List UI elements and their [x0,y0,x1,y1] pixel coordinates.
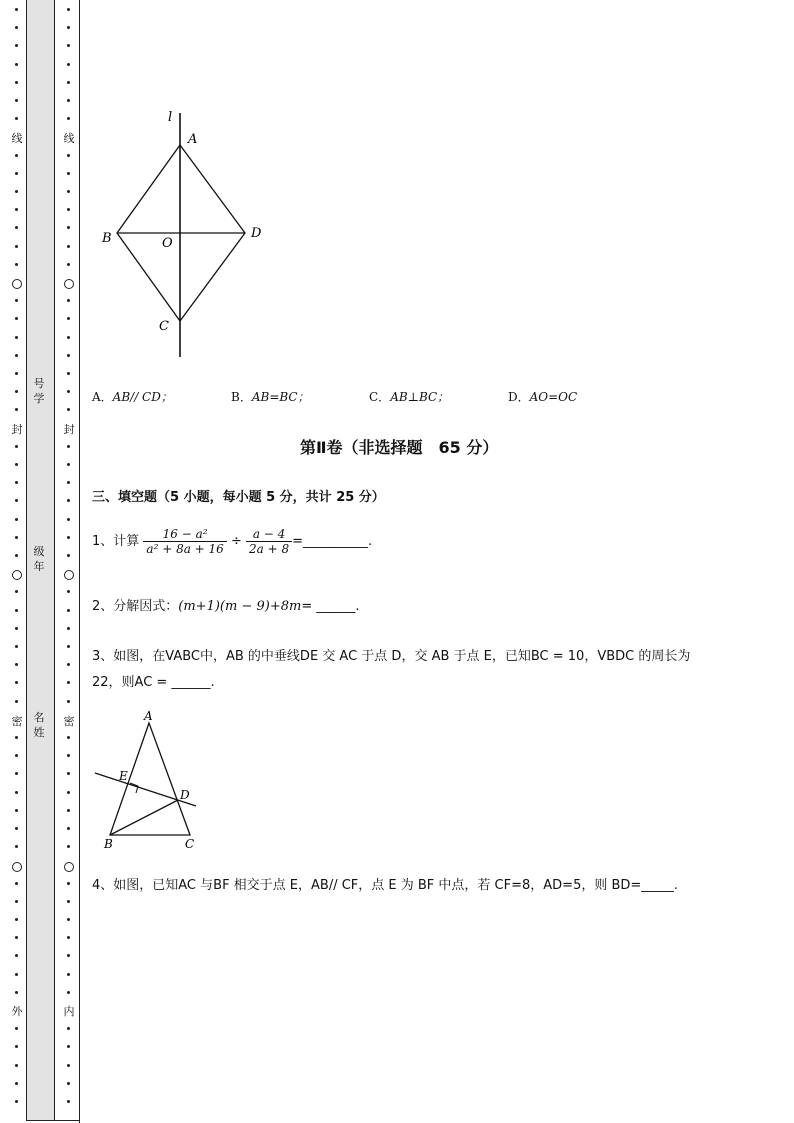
binding-dot [67,354,70,357]
binding-dot [15,882,18,885]
option-a-label: A． [92,390,113,404]
binding-dot [67,1082,70,1085]
binding-dot [15,681,18,684]
binding-dot [15,754,18,757]
binding-dot [67,63,70,66]
q1-frac2-denominator: 2a + 8 [249,542,290,556]
binding-dot [67,973,70,976]
binding-dot [67,663,70,666]
binding-dot [15,900,18,903]
binding-dot [67,172,70,175]
option-a [92,388,173,405]
option-b-label: B． [231,390,252,404]
binding-dot [15,390,18,393]
label-b: B [104,837,113,851]
binding-dot [67,81,70,84]
left-mark-mi: 密 [11,715,23,728]
binding-dot [67,518,70,521]
binding-dot [67,1027,70,1030]
option-b [231,388,310,405]
q1-suffix: =__________. [292,534,373,549]
q1-prefix: 1、计算 [92,534,140,549]
binding-dot [15,190,18,193]
binding-dot [15,845,18,848]
binding-dot [67,918,70,921]
binding-dot [15,991,18,994]
binding-dot [15,973,18,976]
binding-dot [15,554,18,557]
binding-dot [15,1027,18,1030]
question-3-line-2: 22，则AC = ______. [92,675,215,690]
binding-dot [15,26,18,29]
binding-dot [15,81,18,84]
label-c: C [159,319,169,334]
binding-dot [15,463,18,466]
binding-rule [79,0,80,1123]
binding-dot [15,226,18,229]
binding-dot [15,99,18,102]
binding-dot [15,954,18,957]
binding-dot [67,190,70,193]
binding-dot [67,245,70,248]
binding-dot [67,645,70,648]
binding-dot [67,26,70,29]
binding-dot [67,936,70,939]
right-mark-mi: 密 [63,715,75,728]
q2-suffix: = ______. [301,599,360,614]
binding-dot [67,481,70,484]
binding-dot [15,590,18,593]
right-circle-icon [64,862,74,872]
binding-dot [15,772,18,775]
binding-dot [15,1100,18,1103]
binding-dot [15,408,18,411]
binding-dot [67,900,70,903]
binding-dot [15,827,18,830]
binding-dot [67,317,70,320]
label-d: D [180,788,190,802]
option-b-text: AB=BC； [251,390,310,404]
binding-dot [15,736,18,739]
right-circle-icon [64,570,74,580]
right-mark-nei: 内 [63,1005,75,1018]
binding-dot [15,518,18,521]
rhombus-figure [95,105,275,365]
binding-dot [15,317,18,320]
binding-dot [15,263,18,266]
left-circle-icon [12,279,22,289]
binding-dot [15,63,18,66]
q1-frac2-numerator: a − 4 [246,527,292,542]
binding-dot [67,463,70,466]
field-name: 名姓 [33,711,45,739]
question-2 [92,595,359,614]
binding-dot [15,1082,18,1085]
option-c-label: C． [369,390,391,404]
left-mark-xian: 线 [11,132,23,145]
binding-dot [15,336,18,339]
binding-dot [15,481,18,484]
binding-dot [15,536,18,539]
section-title: 第Ⅱ卷（非选择题 65 分） [300,438,499,457]
q1-operator: ÷ [230,534,242,549]
binding-dot [67,590,70,593]
label-d: D [251,226,262,241]
label-a: A [188,132,198,147]
binding-dot [15,700,18,703]
label-b: B [102,231,112,246]
binding-dot [67,117,70,120]
binding-dot [15,372,18,375]
binding-dot [67,700,70,703]
binding-dot [15,208,18,211]
option-d-text: AO=OC [529,390,578,404]
binding-dot [67,954,70,957]
binding-dot [67,809,70,812]
label-l: l [168,110,173,125]
right-circle-icon [64,279,74,289]
q1-fraction-1 [143,527,226,556]
left-dotted-line [10,0,24,1123]
binding-dot [67,791,70,794]
binding-dot [15,499,18,502]
binding-dot [67,263,70,266]
binding-dot [67,1100,70,1103]
binding-dot [67,299,70,302]
binding-dot [67,627,70,630]
binding-dot [67,772,70,775]
binding-dot [67,609,70,612]
q2-expression: (m+1)(m − 9)+8m [178,599,302,614]
left-mark-wai: 外 [11,1005,23,1018]
label-a: A [144,709,153,723]
binding-dot [67,154,70,157]
question-4: 4、如图，已知AC 与BF 相交于点 E，AB// CF，点 E 为 BF 中点，若 CF=8，AD=5，则 BD=_____. [92,878,678,893]
right-dotted-line [62,0,76,1123]
binding-dot [67,554,70,557]
binding-dot [67,390,70,393]
binding-dot [67,226,70,229]
binding-dot [67,754,70,757]
binding-dot [15,609,18,612]
binding-dot [15,8,18,11]
left-mark-feng: 封 [11,423,23,436]
right-mark-feng: 封 [63,423,75,436]
binding-dot [67,1064,70,1067]
field-student-number: 号学 [33,377,45,405]
label-e: E [119,769,128,783]
binding-dot [15,245,18,248]
binding-dot [67,208,70,211]
binding-dot [67,681,70,684]
left-circle-icon [12,570,22,580]
binding-dot [67,8,70,11]
binding-dot [67,408,70,411]
binding-dot [15,154,18,157]
option-c [369,388,449,405]
binding-dot [67,827,70,830]
binding-dot [67,445,70,448]
binding-dot [15,354,18,357]
binding-dot [15,663,18,666]
binding-dot [67,1045,70,1048]
left-circle-icon [12,862,22,872]
binding-dot [67,845,70,848]
binding-dot [67,44,70,47]
binding-dot [15,299,18,302]
binding-dot [67,736,70,739]
option-d [508,388,577,405]
question-3-line-1: 3、如图，在VABC中，AB 的中垂线DE 交 AC 于点 D，交 AB 于点 E，已知BC = 10，VBDC 的周长为 [92,649,691,664]
label-o: O [162,236,173,251]
binding-margin [0,0,82,1123]
binding-dot [15,1045,18,1048]
binding-dot [15,809,18,812]
field-grade: 级年 [33,545,45,573]
binding-dot [67,991,70,994]
binding-dot [15,791,18,794]
binding-dot [67,499,70,502]
binding-dot [15,1064,18,1067]
q1-frac1-denominator: a² + 8a + 16 [146,542,224,556]
triangle-figure [92,706,212,852]
binding-dot [67,882,70,885]
binding-dot [15,645,18,648]
binding-dot [67,99,70,102]
binding-dot [15,445,18,448]
q1-fraction-2 [246,527,292,556]
binding-dot [15,918,18,921]
binding-dot [15,936,18,939]
right-mark-xian: 线 [63,132,75,145]
binding-dot [67,336,70,339]
q2-prefix: 2、分解因式： [92,599,179,614]
binding-dot [15,117,18,120]
binding-dot [15,172,18,175]
option-c-text: AB⊥BC； [390,390,450,404]
binding-dot [67,536,70,539]
q1-frac1-numerator: 16 − a² [143,527,226,542]
label-c: C [185,837,195,851]
option-d-label: D． [508,390,530,404]
binding-dot [15,627,18,630]
question-1 [92,527,372,556]
part-title: 三、填空题（5 小题，每小题 5 分，共计 25 分） [92,490,385,505]
option-a-text: AB// CD； [112,390,173,404]
binding-dot [67,372,70,375]
binding-dot [15,44,18,47]
